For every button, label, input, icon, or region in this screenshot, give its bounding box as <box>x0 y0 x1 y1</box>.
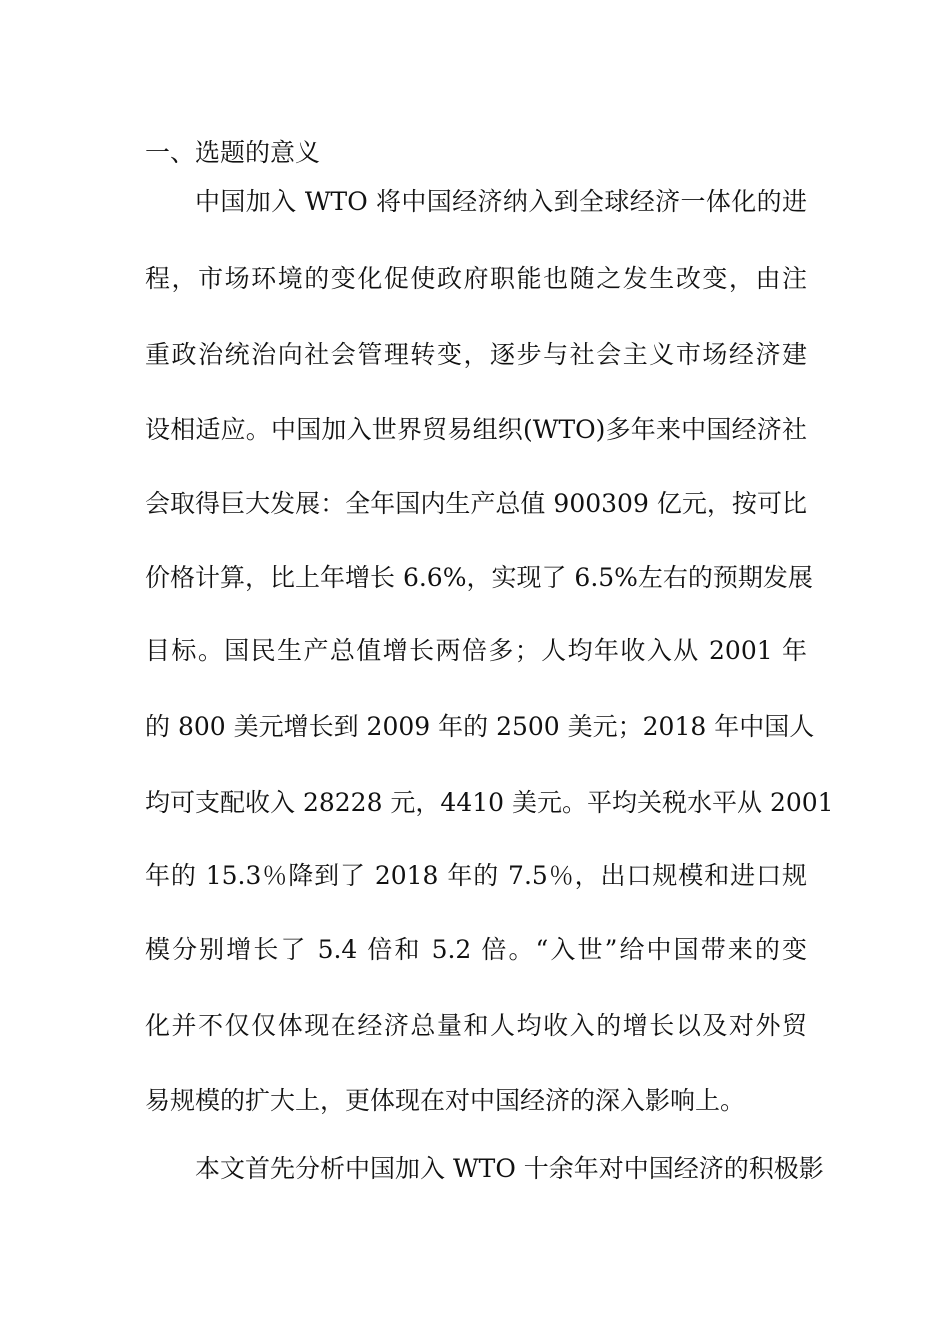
paragraph-1-line-9: 均可支配收入 28228 元，4410 美元。平均关税水平从 2001 <box>145 788 834 817</box>
paragraph-1-line-10: 年的 15.3％降到了 2018 年的 7.5％，出口规模和进口规 <box>145 861 807 890</box>
paragraph-1-line-7: 目标。国民生产总值增长两倍多；人均年收入从 2001 年 <box>145 636 807 665</box>
paragraph-1-line-11: 模分别增长了 5.4 倍和 5.2 倍。“入世”给中国带来的变 <box>145 935 807 964</box>
paragraph-1-line-3: 重政治统治向社会管理转变，逐步与社会主义市场经济建 <box>145 340 807 369</box>
paragraph-1-line-2: 程，市场环境的变化促使政府职能也随之发生改变，由注 <box>145 264 807 293</box>
paragraph-2-line-1: 本文首先分析中国加入 WTO 十余年对中国经济的积极影 <box>195 1154 824 1183</box>
paragraph-1-line-8: 的 800 美元增长到 2009 年的 2500 美元；2018 年中国人 <box>145 712 815 741</box>
section-heading: 一、选题的意义 <box>145 138 321 167</box>
paragraph-1-line-13: 易规模的扩大上，更体现在对中国经济的深入影响上。 <box>145 1086 746 1115</box>
paragraph-1-line-5: 会取得巨大发展：全年国内生产总值 900309 亿元，按可比 <box>145 489 807 518</box>
paragraph-1-line-6: 价格计算，比上年增长 6.6%，实现了 6.5%左右的预期发展 <box>145 563 813 592</box>
paragraph-1-line-12: 化并不仅仅体现在经济总量和人均收入的增长以及对外贸 <box>145 1011 807 1040</box>
paragraph-1-line-4: 设相适应。中国加入世界贸易组织(WTO)多年来中国经济社 <box>145 415 807 444</box>
paragraph-1-line-1: 中国加入 WTO 将中国经济纳入到全球经济一体化的进 <box>195 187 807 216</box>
